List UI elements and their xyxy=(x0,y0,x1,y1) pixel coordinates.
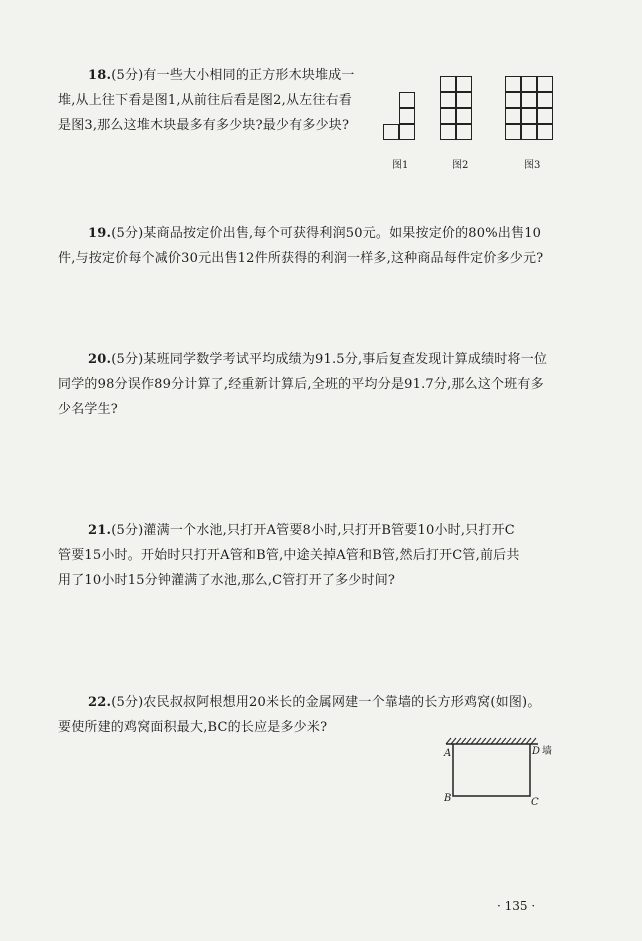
problem-text-line: 件,与按定价每个减价30元出售12件所获得的利润一样多,这种商品每件定价多少元? xyxy=(58,251,544,266)
problem-text-line: 同学的98分误作89分计算了,经重新计算后,全班的平均分是91.7分,那么这个班有多 xyxy=(58,377,544,392)
problem-text-line: (5分)有一些大小相同的正方形木块堆成一 xyxy=(111,68,355,83)
problem-number: 20. xyxy=(88,352,112,367)
wall-label: 墙 xyxy=(542,746,552,757)
point-c-label: C xyxy=(531,797,539,808)
problem-number: 18. xyxy=(88,68,112,83)
problem-text-line: 堆,从上往下看是图1,从前往后看是图2,从左往右看 xyxy=(58,93,352,108)
point-a-label: A xyxy=(444,748,452,759)
problem-21 xyxy=(58,518,520,593)
problem-number: 21. xyxy=(88,523,112,538)
problem-text-line: (5分)某商品按定价出售,每个可获得利润50元。如果按定价的80%出售10 xyxy=(111,226,542,241)
problem-text-line: (5分)某班同学数学考试平均成绩为91.5分,事后复查发现计算成绩时将一位 xyxy=(111,352,548,367)
problem-text-line: 是图3,那么这堆木块最多有多少块?最少有多少块? xyxy=(58,118,350,133)
point-b-label: B xyxy=(444,793,452,804)
figure-1-top-view xyxy=(384,93,416,141)
problem-text-line: (5分)灌满一个水池,只打开A管要8小时,只打开B管要10小时,只打开C xyxy=(111,523,515,538)
figure-3-side-view xyxy=(506,77,554,141)
problem-text-line: 要使所建的鸡窝面积最大,BC的长应是多少米? xyxy=(58,720,328,735)
fence-outline xyxy=(453,744,530,796)
figure-2-label: 图2 xyxy=(452,160,469,171)
problem-18 xyxy=(58,63,355,138)
problem-text-line: 少名学生? xyxy=(58,402,118,417)
problem-22 xyxy=(58,690,541,740)
problem-text-line: (5分)农民叔叔阿根想用20米长的金属网建一个靠墙的长方形鸡窝(如图)。 xyxy=(111,695,541,710)
page-number: · 135 · xyxy=(497,899,536,913)
figure-3-label: 图3 xyxy=(524,160,541,171)
problem-20 xyxy=(58,347,548,422)
figure-1-label: 图1 xyxy=(392,160,409,171)
figure-2-front-view xyxy=(441,77,473,141)
problem-text-line: 管要15小时。开始时只打开A管和B管,中途关掉A管和B管,然后打开C管,前后共 xyxy=(58,548,520,563)
problem-number: 19. xyxy=(88,226,112,241)
problem-19 xyxy=(58,221,544,271)
problem-number: 22. xyxy=(88,695,112,710)
point-d-label: D xyxy=(532,746,541,757)
wall-hatching xyxy=(446,738,536,744)
problem-text-line: 用了10小时15分钟灌满了水池,那么,C管打开了多少时间? xyxy=(58,573,396,588)
